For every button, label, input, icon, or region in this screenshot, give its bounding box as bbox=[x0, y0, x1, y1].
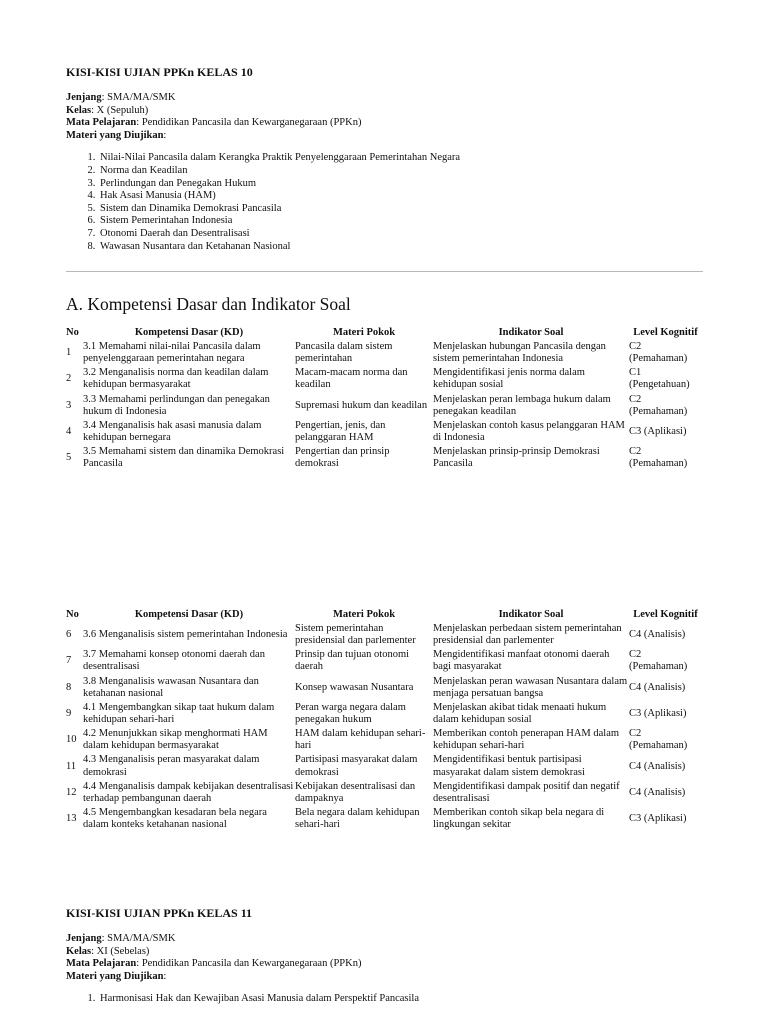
cell-level: C2 (Pemahaman) bbox=[629, 446, 688, 470]
cell-indikator: Mengidentifikasi manfaat otonomi daerah bagi masyarakat bbox=[433, 649, 610, 673]
table-row bbox=[66, 622, 702, 648]
cell-level: C4 (Analisis) bbox=[629, 681, 686, 693]
meta-materi-label: Materi yang Diujikan bbox=[66, 970, 164, 982]
meta-kelas bbox=[66, 946, 706, 959]
horizontal-divider bbox=[66, 271, 703, 272]
cell-no: 2 bbox=[66, 373, 72, 385]
meta-materi-colon: : bbox=[163, 129, 167, 141]
cell-materi: Partisipasi masyarakat dalam demokrasi bbox=[295, 754, 418, 778]
cell-indikator: Menjelaskan hubungan Pancasila dengan sistem pemerintahan Indonesia bbox=[433, 340, 606, 365]
cell-indikator: Memberikan contoh sikap bela negara di lingkungan sekitar bbox=[433, 807, 605, 831]
cell-level: C4 (Analisis) bbox=[629, 629, 686, 641]
cell-level: C1 (Pengetahuan) bbox=[629, 367, 690, 391]
kd-table-1 bbox=[66, 326, 702, 471]
table-row bbox=[66, 648, 702, 674]
cell-materi: Konsep wawasan Nusantara bbox=[295, 681, 414, 693]
cell-no: 6 bbox=[66, 629, 72, 641]
cell-indikator: Mengidentifikasi bentuk partisipasi masyarakat dalam sistem demokrasi bbox=[433, 754, 585, 778]
meta-mapel-value: : Pendidikan Pancasila dan Kewarganegaraan (PPKn) bbox=[136, 117, 362, 129]
table-row bbox=[66, 780, 702, 806]
materi-item: 3. Perlindungan dan Penegakan Hukum bbox=[98, 178, 706, 191]
table-row bbox=[66, 806, 702, 832]
col-header-no: No bbox=[66, 609, 79, 620]
cell-indikator: Menjelaskan peran wawasan Nusantara dalam menjaga persatuan bangsa bbox=[433, 675, 628, 699]
cell-kd: 4.3 Menganalisis peran masyarakat dalam demokrasi bbox=[83, 754, 260, 778]
cell-level: C2 (Pemahaman) bbox=[629, 649, 688, 673]
col-header-kd: Kompetensi Dasar (KD) bbox=[134, 609, 244, 620]
col-header-materi: Materi Pokok bbox=[332, 609, 396, 620]
doc-title-kelas-10: KISI-KISI UJIAN PPKn KELAS 10 bbox=[66, 65, 253, 79]
meta-jenjang-label: Jenjang bbox=[66, 933, 102, 944]
meta-kelas-label: Kelas bbox=[66, 104, 92, 116]
table-row bbox=[66, 753, 702, 779]
meta-mapel-value: : Pendidikan Pancasila dan Kewarganegaraan (PPKn) bbox=[136, 958, 362, 970]
table-header-row bbox=[66, 326, 702, 340]
meta-kelas-value: : X (Sepuluh) bbox=[91, 104, 149, 116]
meta-jenjang-label: Jenjang bbox=[66, 92, 102, 103]
cell-no: 4 bbox=[66, 425, 72, 437]
table-row bbox=[66, 419, 702, 445]
materi-item: 6. Sistem Pemerintahan Indonesia bbox=[98, 215, 706, 228]
cell-kd: 4.5 Mengembangkan kesadaran bela negara dalam konteks ketahanan nasional bbox=[83, 807, 267, 831]
materi-item: 4. Hak Asasi Manusia (HAM) bbox=[98, 190, 706, 203]
cell-indikator: Memberikan contoh penerapan HAM dalam kehidupan sehari-hari bbox=[433, 728, 620, 752]
cell-materi: Supremasi hukum dan keadilan bbox=[295, 399, 428, 411]
meta-kelas-value: : XI (Sebelas) bbox=[91, 945, 150, 957]
meta-mapel-label: Mata Pelajaran bbox=[66, 117, 137, 129]
cell-level: C3 (Aplikasi) bbox=[629, 425, 687, 437]
cell-kd: 3.6 Menganalisis sistem pemerintahan Indonesia bbox=[83, 629, 288, 641]
cell-no: 8 bbox=[66, 681, 72, 693]
cell-materi: HAM dalam kehidupan sehari-hari bbox=[295, 728, 426, 752]
cell-level: C3 (Aplikasi) bbox=[629, 813, 687, 825]
cell-kd: 4.2 Menunjukkan sikap menghormati HAM dalam kehidupan bermasyarakat bbox=[83, 728, 268, 752]
heading-kompetensi-dasar: A. Kompetensi Dasar dan Indikator Soal bbox=[66, 294, 351, 314]
cell-no: 1 bbox=[66, 347, 72, 359]
meta-mapel-label: Mata Pelajaran bbox=[66, 958, 137, 970]
meta-materi-colon: : bbox=[163, 970, 167, 982]
meta-jenjang-value: : SMA/MA/SMK bbox=[101, 933, 176, 944]
kd-table-2 bbox=[66, 608, 702, 832]
cell-no: 5 bbox=[66, 452, 72, 464]
table-row bbox=[66, 393, 702, 419]
meta-mapel bbox=[66, 958, 706, 971]
cell-kd: 4.1 Mengembangkan sikap taat hukum dalam kehidupan sehari-hari bbox=[83, 701, 275, 726]
cell-no: 9 bbox=[66, 707, 72, 719]
cell-level: C2 (Pemahaman) bbox=[629, 728, 688, 752]
table-row bbox=[66, 675, 702, 701]
cell-indikator: Mengidentifikasi jenis norma dalam kehidupan sosial bbox=[433, 367, 585, 391]
materi-list-kelas-11 bbox=[66, 993, 706, 1006]
meta-jenjang bbox=[66, 933, 706, 946]
cell-level: C4 (Analisis) bbox=[629, 760, 686, 772]
materi-item: 1. Harmonisasi Hak dan Kewajiban Asasi Manusia dalam Perspektif Pancasila bbox=[98, 993, 706, 1006]
section-kelas-10 bbox=[66, 65, 706, 253]
cell-materi: Macam-macam norma dan keadilan bbox=[295, 367, 408, 391]
materi-item: 1. Nilai-Nilai Pancasila dalam Kerangka Praktik Penyelenggaraan Pemerintahan Negara bbox=[98, 152, 706, 165]
cell-kd: 3.2 Menganalisis norma dan keadilan dalam kehidupan bermasyarakat bbox=[83, 367, 269, 391]
cell-materi: Sistem pemerintahan presidensial dan parlementer bbox=[295, 622, 416, 647]
cell-materi: Prinsip dan tujuan otonomi daerah bbox=[295, 649, 410, 673]
col-header-indikator: Indikator Soal bbox=[498, 609, 564, 620]
cell-indikator: Menjelaskan perbedaan sistem pemerintahan presidensial dan parlementer bbox=[433, 622, 622, 647]
meta-kelas bbox=[66, 105, 706, 118]
materi-item: 7. Otonomi Daerah dan Desentralisasi bbox=[98, 228, 706, 241]
col-header-kd: Kompetensi Dasar (KD) bbox=[134, 327, 244, 338]
cell-kd: 3.1 Memahami nilai-nilai Pancasila dalam penyelenggaraan pemerintahan negara bbox=[83, 340, 261, 365]
cell-materi: Pengertian, jenis, dan pelanggaran HAM bbox=[295, 419, 386, 444]
meta-materi bbox=[66, 130, 706, 143]
cell-no: 3 bbox=[66, 399, 72, 411]
cell-no: 7 bbox=[66, 655, 72, 667]
col-header-indikator: Indikator Soal bbox=[498, 327, 564, 338]
table-header-row bbox=[66, 608, 702, 622]
meta-mapel bbox=[66, 117, 706, 130]
col-header-materi: Materi Pokok bbox=[332, 327, 396, 338]
cell-no: 11 bbox=[66, 760, 77, 772]
cell-kd: 3.8 Menganalisis wawasan Nusantara dan ketahanan nasional bbox=[83, 675, 259, 699]
section-kelas-11 bbox=[66, 906, 706, 1006]
cell-indikator: Menjelaskan peran lembaga hukum dalam penegakan keadilan bbox=[433, 393, 611, 417]
cell-no: 10 bbox=[66, 734, 77, 746]
cell-level: C3 (Aplikasi) bbox=[629, 707, 687, 719]
meta-jenjang-value: : SMA/MA/SMK bbox=[101, 92, 176, 103]
cell-indikator: Menjelaskan contoh kasus pelanggaran HAM di Indonesia bbox=[433, 419, 625, 444]
cell-kd: 4.4 Menganalisis dampak kebijakan desentralisasi terhadap pembangunan daerah bbox=[83, 780, 294, 804]
cell-level: C2 (Pemahaman) bbox=[629, 393, 688, 417]
doc-title-kelas-11: KISI-KISI UJIAN PPKn KELAS 11 bbox=[66, 906, 253, 920]
cell-no: 12 bbox=[66, 786, 77, 798]
col-header-no: No bbox=[66, 327, 79, 338]
meta-materi-label: Materi yang Diujikan bbox=[66, 129, 164, 141]
cell-level: C2 (Pemahaman) bbox=[629, 340, 688, 365]
cell-indikator: Menjelaskan akibat tidak menaati hukum dalam kehidupan sosial bbox=[433, 701, 607, 726]
cell-materi: Peran warga negara dalam penegakan hukum bbox=[295, 701, 406, 726]
table-row bbox=[66, 701, 702, 727]
cell-materi: Bela negara dalam kehidupan sehari-hari bbox=[295, 807, 420, 831]
materi-item: 2. Norma dan Keadilan bbox=[98, 165, 706, 178]
cell-materi: Pengertian dan prinsip demokrasi bbox=[295, 446, 390, 470]
cell-indikator: Mengidentifikasi dampak positif dan negatif desentralisasi bbox=[433, 780, 620, 804]
table-row bbox=[66, 727, 702, 753]
cell-kd: 3.4 Menganalisis hak asasi manusia dalam kehidupan bernegara bbox=[83, 419, 262, 444]
cell-level: C4 (Analisis) bbox=[629, 786, 686, 798]
cell-kd: 3.3 Memahami perlindungan dan penegakan hukum di Indonesia bbox=[83, 393, 270, 417]
col-header-level: Level Kognitif bbox=[633, 609, 698, 620]
col-header-level: Level Kognitif bbox=[633, 327, 698, 338]
cell-materi: Pancasila dalam sistem pemerintahan bbox=[295, 340, 393, 365]
table-row bbox=[66, 445, 702, 471]
cell-kd: 3.5 Memahami sistem dan dinamika Demokrasi Pancasila bbox=[83, 446, 285, 470]
table-row bbox=[66, 340, 702, 366]
cell-kd: 3.7 Memahami konsep otonomi daerah dan desentralisasi bbox=[83, 649, 265, 673]
materi-item: 5. Sistem dan Dinamika Demokrasi Pancasila bbox=[98, 203, 706, 216]
meta-materi bbox=[66, 971, 706, 984]
cell-no: 13 bbox=[66, 813, 77, 825]
table-row bbox=[66, 366, 702, 392]
meta-kelas-label: Kelas bbox=[66, 945, 92, 957]
materi-item: 8. Wawasan Nusantara dan Ketahanan Nasional bbox=[98, 241, 706, 254]
meta-jenjang bbox=[66, 92, 706, 105]
cell-materi: Kebijakan desentralisasi dan dampaknya bbox=[295, 780, 416, 804]
materi-list-kelas-10 bbox=[66, 152, 706, 253]
cell-indikator: Menjelaskan prinsip-prinsip Demokrasi Pancasila bbox=[433, 446, 600, 470]
